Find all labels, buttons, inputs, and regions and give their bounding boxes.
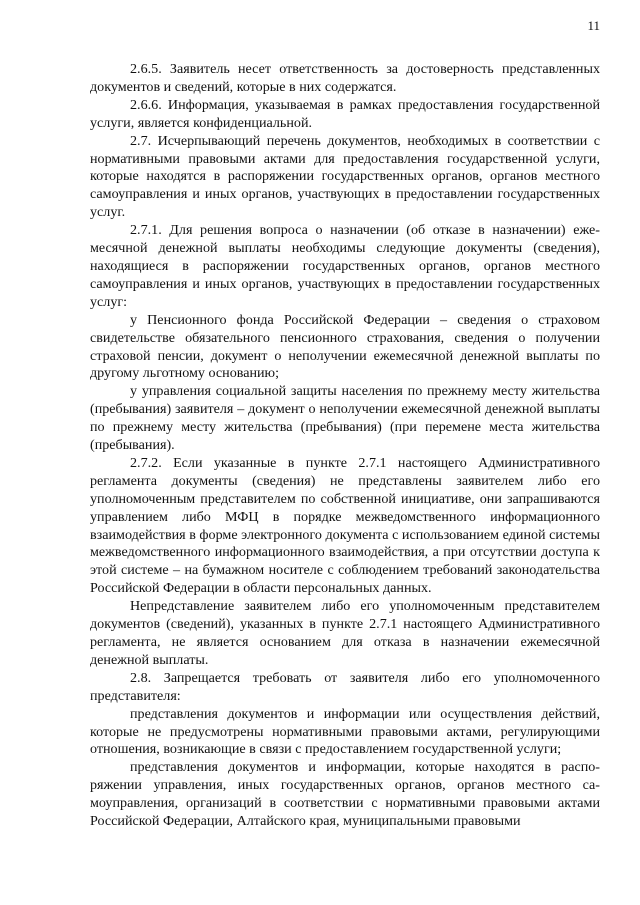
document-body <box>90 61 600 831</box>
paragraph-2-8: 2.8. Запрещается требовать от заявителя либо его уполномоченного представителя: <box>90 669 600 704</box>
paragraph-2-6-5: 2.6.5. Заявитель несет ответственность за достоверность представленных документов и сведений, которые в них содержатся. <box>90 61 600 95</box>
paragraph-social-protection: у управления социальной защиты населения по прежнему месту жительства (пребывания) заявителя – документ о неполучении ежемесячной денежной выплаты по прежнему месту жительства (пребывания) (при перемене места жительства (пребывания). <box>90 383 600 454</box>
paragraph-2-7-1: 2.7.1. Для решения вопроса о назначении (об отказе в назначении) ежемесячной денежной выплаты необходимы следующие документы (сведения), находящиеся в распоряжении государственных органов, органов местного самоуправления и иных органов, участвующих в предоставлении государственных услуг: <box>90 222 600 310</box>
paragraph-2-6-6: 2.6.6. Информация, указываемая в рамках предоставления государственной услуги, является конфиденциальной. <box>90 96 600 131</box>
paragraph-pension-fund: у Пенсионного фонда Российской Федерации – сведения о страховом свидетельстве обязательного пенсионного страхования, сведения о получении страховой пенсии, документ о неполучении ежемесячной денежной выплаты по другому льготному основанию; <box>90 311 600 382</box>
page-number: 11 <box>587 18 600 33</box>
paragraph-prohibited-documents: представления документов и информации, которые находятся в распоряжении управления, иных государственных органов, органов местного самоуправления, организаций в соответствии с нормативными правовыми актами Российской Федерации, Алтайского края, муниципальными правовыми <box>90 759 600 830</box>
paragraph-prohibited-actions: представления документов и информации или осуществления действий, которые не предусмотрены нормативными правовыми актами, регулирующими отношения, возникающие в связи с предоставлением государственной услуги; <box>90 705 600 758</box>
paragraph-2-7-2: 2.7.2. Если указанные в пункте 2.7.1 настоящего Административного регламента документы (сведения) не представлены заявителем либо его уполномоченным представителем по собственной инициативе, они запрашиваются управлением либо МФЦ в порядке межведомственного информационного взаимодействия в форме электронного документа с использованием единой системы межведомственного информационного взаимодействия, а при отсутствии доступа к этой системе – на бумажном носителе с соблюдением требований законодательства Российской Федерации в области персональных данных. <box>90 454 600 597</box>
paragraph-2-7: 2.7. Исчерпывающий перечень документов, необходимых в соответствии с нормативными правовыми актами для предоставления государственной услуги, которые находятся в распоряжении государственных органов, органов местного самоуправления и иных органов, участвующих в предоставлении государственных услуг. <box>90 132 600 221</box>
paragraph-non-submission: Непредставление заявителем либо его уполномоченным представителем документов (сведений), указанных в пункте 2.7.1 настоящего Административного регламента, не является основанием для отказа в назначении ежемесячной денежной выплаты. <box>90 598 600 668</box>
